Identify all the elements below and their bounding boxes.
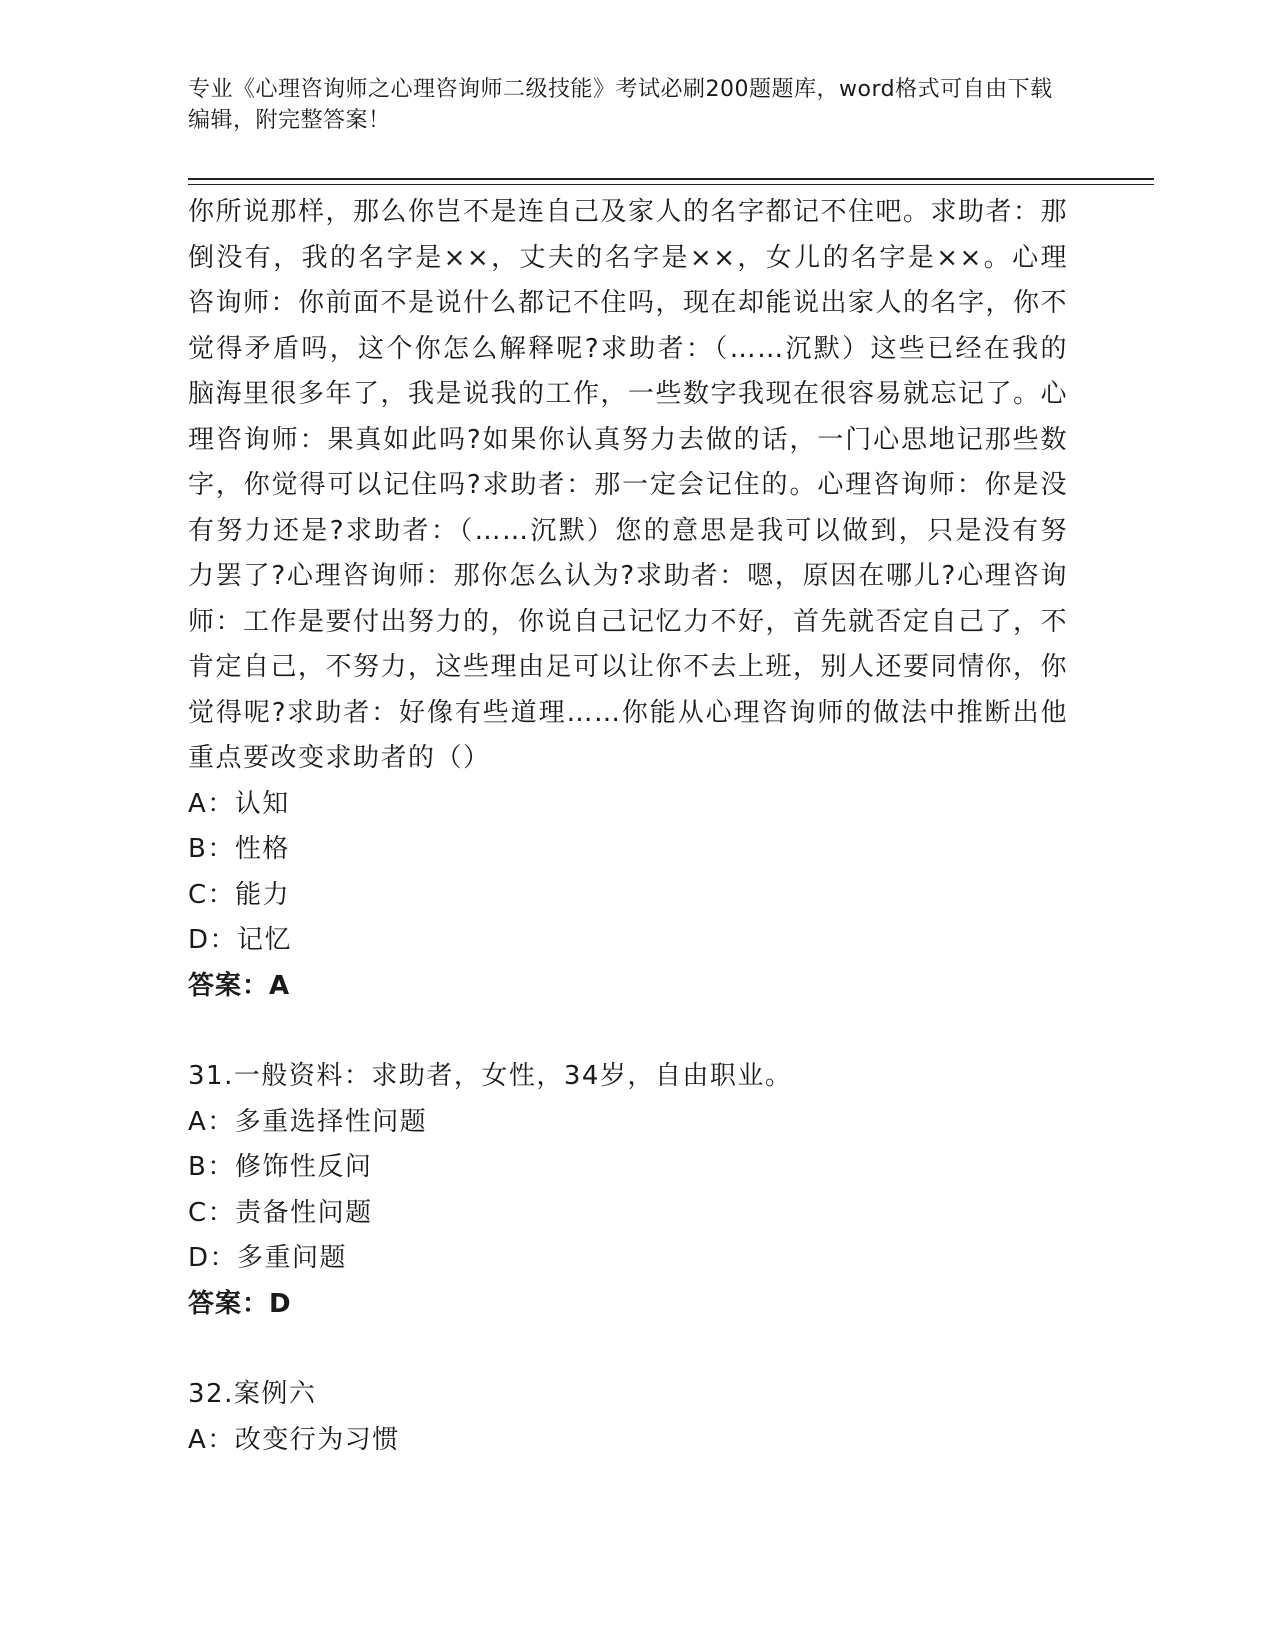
option-b: B：性格 — [188, 834, 290, 864]
answer-line: 答案：D — [188, 1288, 292, 1319]
header-rule-thick — [188, 178, 1154, 180]
option-a: A：认知 — [188, 788, 290, 819]
question-32 — [188, 1372, 1068, 1463]
question-30 — [188, 190, 1068, 1009]
option-c: C：责备性问题 — [188, 1197, 373, 1228]
question-stem: 31.一般资料：求助者，女性，34岁，自由职业。 — [188, 1061, 793, 1091]
document-body — [188, 190, 1068, 1463]
spacer — [188, 1327, 1068, 1372]
option-a: A：多重选择性问题 — [188, 1106, 428, 1137]
option-d: D：多重问题 — [188, 1243, 348, 1273]
header-rule-thin — [188, 184, 1154, 185]
option-b: B：修饰性反问 — [188, 1152, 373, 1182]
question-stem: 你所说那样，那么你岂不是连自己及家人的名字都记不住吧。求助者：那倒没有，我的名字是××，丈夫的名字是××，女儿的名字是××。心理咨询师：你前面不是说什么都记不住吗，现在却能说出家人的名字，你不觉得矛盾吗，这个你怎么解释呢?求助者：（……沉默）这些已经在我的脑海里很多年了，我是说我的工作，一些数字我现在很容易就忘记了。心理咨询师：果真如此吗?如果你认真努力去做的话，一门心思地记那些数字，你觉得可以记住吗?求助者：那一定会记住的。心理咨询师：你是没有努力还是?求助者：（……沉默）您的意思是我可以做到，只是没有努力罢了?心理咨询师：那你怎么认为?求助者：嗯，原因在哪儿?心理咨询师：工作是要付出努力的，你说自己记忆力不好，首先就否定自己了，不肯定自己，不努力，这些理由足可以让你不去上班，别人还要同情你，你觉得呢?求助者：好像有些道理……你能从心理咨询师的做法中推断出他重点要改变求助者的（） — [188, 197, 1069, 773]
option-c: C：能力 — [188, 879, 291, 910]
header-title: 专业《心理咨询师之心理咨询师二级技能》考试必刷200题题库，word格式可自由下载编辑，附完整答案！ — [188, 77, 1053, 133]
question-31 — [188, 1054, 1068, 1327]
option-a: A：改变行为习惯 — [188, 1424, 400, 1455]
spacer — [188, 1009, 1068, 1054]
answer-line: 答案：A — [188, 970, 291, 1001]
option-d: D：记忆 — [188, 925, 293, 955]
question-stem: 32.案例六 — [188, 1379, 317, 1409]
document-header — [188, 74, 1068, 136]
